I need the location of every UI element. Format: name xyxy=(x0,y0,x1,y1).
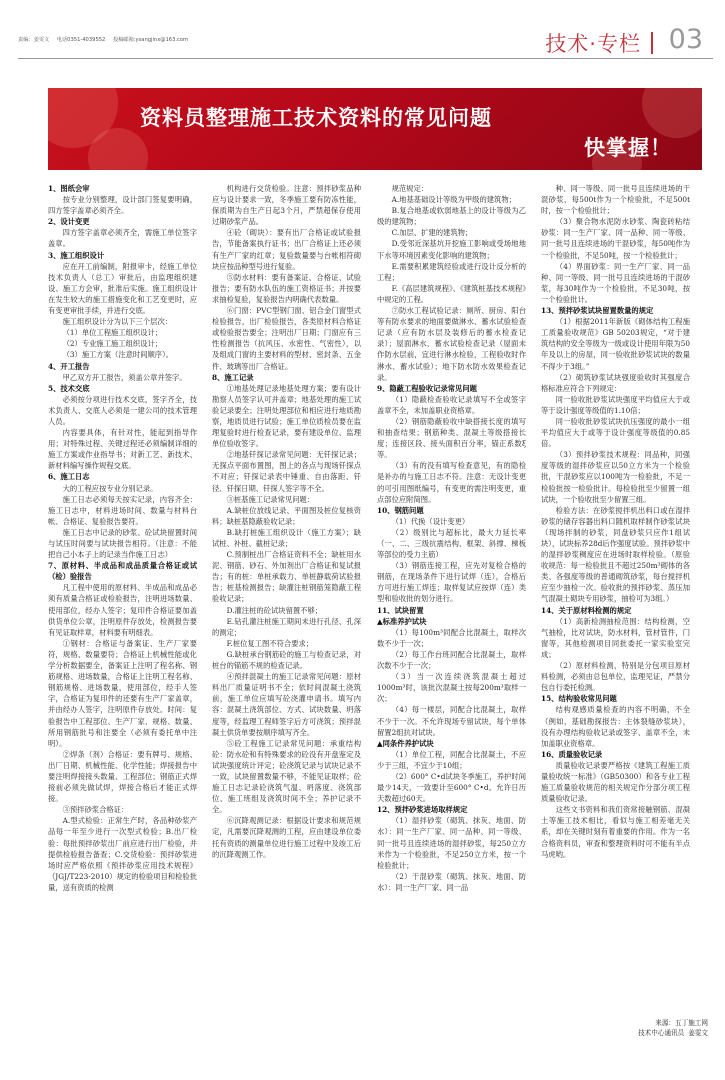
paragraph: ③预拌砂浆合格证： xyxy=(62,805,129,815)
section-heading: ▲同条件养护试块 xyxy=(377,738,434,748)
paragraph: 应在开工前编制，附报审卡，经施工单位技术负责人（总工）审批后，由监理组织建设、施工方会审，批准后实施。施工组织设计在发生较大的施工措施变化和工艺变更时，应有变更审批手续，并进行交底。 xyxy=(48,261,197,316)
section-heading: 11、试块留置 xyxy=(377,605,424,615)
section-heading: 13、预拌砂浆试块留置数量的规定 xyxy=(541,306,654,316)
source-line: 来源：五丁施工网 xyxy=(655,1019,708,1027)
email-label: 投稿邮箱:ysangjinx@163.com xyxy=(113,37,189,43)
section-heading: 10、钢筋问题 xyxy=(377,505,424,515)
paragraph: D.受邻近深基坑开挖施工影响或受场地地下水等环境因素变化影响的建筑物； xyxy=(377,239,526,260)
section-title: 技术·专栏 xyxy=(545,32,641,56)
paragraph: ②焊条（剂）合格证：要有牌号、规格、出厂日期、机械性能、化学性能；焊接报告中要注明焊接接头数量、工程部位；钢筋正式焊接前必须先做试焊，焊接合格后才能正式焊接。 xyxy=(48,749,197,804)
paragraph: ⑥沉降观测记录：根据设计要求和规范规定，凡需要沉降观测的工程，应由建设单位委托有资质的测量单位进行施工过程中及竣工后的沉降观测工作。 xyxy=(212,816,361,859)
paragraph: （1）单位工程，同配合比混凝土，不应少于三组，不宜少于10组； xyxy=(377,749,526,770)
paragraph: ⑥门窗：PVC型钢门窗、铝合金门窗型式检验报告，出厂检验报告，各类原材料合格证或检验报告要全；注明出厂日期；门窗应有三性检测报告（抗风压、水密性、气密性），以及组成门窗的主要材料的型材、密封条、五金件、玻璃等出厂合格证。 xyxy=(212,306,361,371)
section-heading: 8、施工记录 xyxy=(212,372,254,382)
header-meta xyxy=(18,36,194,43)
paragraph: 施工组织设计分为以下三个层次： xyxy=(62,317,173,327)
section-heading: 16、质量验收记录 xyxy=(541,749,603,759)
section-heading: 4、开工报告 xyxy=(48,361,90,371)
banner-title: 资料员整理施工技术资料的常见问题 xyxy=(140,106,492,130)
paragraph: （1）代换（设计变更） xyxy=(391,516,470,526)
section-heading: 6、施工日志 xyxy=(48,472,90,482)
paragraph: （2）级别比与超标比，最大力延长率（一、二、三级抗震结构、框架、斜撑、梯板等部位的受力主筋） xyxy=(377,527,526,560)
banner-subtitle: 快掌握！ xyxy=(584,136,672,160)
paragraph: （2）干混砂浆（砌筑、抹灰、地面、防水）：同一生产厂家、同一品 xyxy=(377,871,526,892)
paragraph: 结构观感质量检查的内容不明确，不全（例如，基础勘探报告：主体裂缝砂浆块），没有办理结构验收记录或签字、盖章不全，未加盖职业资格章。 xyxy=(541,705,690,748)
section-heading: 2、设计变更 xyxy=(48,217,90,227)
paragraph: D.灌注桩的砼试块留置不够； xyxy=(226,605,323,615)
paragraph: （1）单位工程施工组织设计； xyxy=(62,328,163,338)
section-heading: 1、图纸会审 xyxy=(48,184,90,193)
paragraph: （2）专业施工施工组织设计； xyxy=(62,339,163,349)
paragraph: （2）钢筋隐蔽验收中缺搭接长度的填写和抽查结果；钢筋种类、混凝土等级搭接长度；连接区段、接头面积百分率，锚正系数ξ等。 xyxy=(377,416,526,460)
paragraph: （3）钢筋连接工程，应先对复检合格的钢筋，在现场条件下进行试焊（连），合格后方可进行施工焊连；取样复试应按焊（连）类型和验收批的划分进行。 xyxy=(377,561,526,604)
paragraph: ②地基钎探记录常见问题：无钎探记录；无探点平面布置图，图上的各点与现场钎探点不对应；钎探记录表中锤重、自由落距、钎径、钎探日期、钎探人签字等不全。 xyxy=(212,450,361,493)
section-heading: 5、技术交底 xyxy=(48,383,90,393)
paragraph: （3）预拌砂浆技术规程：同品种，同强度等级的湿拌砂浆应以50立方米为一个检验批，干混砂浆应以100吨为一检验批，不足一检验批按一检验批计。每检验批至少留置一组试块，一个验收批至少留置三组。 xyxy=(541,450,690,504)
section-heading: 7、原材料、半成品和成品质量合格证或试（检）验报告 xyxy=(48,561,197,582)
page-header xyxy=(18,24,713,56)
paragraph: （3）聚合物水泥防水砂浆、陶瓷砖粘结砂浆：同一生产厂家、同一品种、同一等级、同一批号且连续进场的干混砂浆，每50吨作为一个检验批，不足50吨，按一个检验批计； xyxy=(541,217,690,260)
paragraph: A.型式检验：正常生产时，各品种砂浆产品每一年至少进行一次型式检验；B.出厂检验：每批预拌砂浆出厂前应进行出厂检验，并提供检验报告备查；C.交货检验：预拌砂浆进场时应严格依照《预拌砂浆应用技术规程》（JGJ/T223-2010）规定的检验项目和检验批量，送有资质的检测 xyxy=(48,816,197,892)
article-column-1 xyxy=(48,183,197,1063)
paragraph: 施工日志中记录的砂浆、砼试块留置时间与试压时间要与试块报告相符。（注意：不能把自己小本子上的记录当作施工日志） xyxy=(48,527,197,560)
paragraph: （3）施工方案（注意时间顺序）。 xyxy=(62,350,174,360)
section-heading: 14、关于原材料检测的规定 xyxy=(541,605,632,615)
paragraph: 必须按分项进行技术交底，签字齐全，技术负责人、交底人必须是一建公司的技术管理人员。 xyxy=(48,394,197,426)
article-column-2 xyxy=(212,183,361,1063)
paragraph: ⑦防水工程试验记录：厕所、厨房、阳台等有防水要求的地面要做淋水、蓄水试验检查记录（应有防水层及装修后的蓄水检查记录）；屋面淋水、蓄水试验检查记录（屋面未作防水层前，宜进行淋水检验，工程验收时作淋水、蓄水试验）；地下防水防水效果检查记录。 xyxy=(377,306,526,382)
paragraph: 同一验收批砂浆试块强度平均值应大于或等于设计强度等级值的1.10倍； xyxy=(541,394,690,415)
paragraph: ①地基处理记录地基处理方案；要有设计勘察人员签字认可并盖章；地基处理的施工试验记录要全；注明处理部位和相应进行地质勘察，地质员进行试验；施工单位质检员要在监理复验时进行检查记录，要有建设单位、监理单位验收签字。 xyxy=(212,383,361,449)
paragraph: （1）根据2011年新版《砌体结构工程施工质量验收规范》GB 50203规定，“对于建筑结构的安全等级为一级或设计使用年限为50年及以上的房屋，同一验收批砂浆试块的数量不得少于3组。” xyxy=(541,317,690,371)
paragraph: ⑤砼工程施工记录常见问题：承重结构砼：防水砼和有特殊要求的砼没有开盘鉴定及试块强度统计评定；砼浇筑记录与试块记录不一致，试块留置数量不够，不能见证取样；砼施工日志记录砼浇筑气温、坍落度、浇筑部位、施工班组及浇筑时间不全；养护记录不全。 xyxy=(212,738,361,815)
paragraph: 凡工程中使用的原材料、半成品和成品必须有质量合格证或检验报告，注明进场数量、使用部位，经办人签字；复印件合格证要加盖供货单位公章，注明原件存放处，检测报告要有见证取样章，材料要有明细表。 xyxy=(48,583,197,637)
section-heading: 9、隐蔽工程验收记录常见问题 xyxy=(377,383,477,393)
banner-ornament xyxy=(642,88,702,138)
paragraph: 施工日志必须每天按实记录，内容齐全：施工日志中，材料进场时间、数量与材料台帐、合格证、复验报告要符。 xyxy=(48,494,197,526)
paragraph: （1）高新检测抽检范围：结构检测，空气抽检，比对试块，防水材料，管材管件，门窗等，其他检测项目同批委托一家实验室完成； xyxy=(541,616,690,659)
paragraph: 这些文书资料和我们资常接触钢筋、混凝土等施工技术相比，看似与施工相差毫无关系，却在关键时刻有着重要的作用。作为一名合格资料员，审查和整理资料时可不能有半点马虎哟。 xyxy=(541,805,690,859)
paragraph: 检验方法：在砂浆搅拌机出料口或在湿拌砂浆的储存容器出料口随机取样制作砂浆试块（现场拌制的砂浆，同盘砂浆只应作1组试块），试块标养28d后作强度试验。预拌砂浆中的湿拌砂浆稠度应在进场时取样检验。（原验收规范：每一检验批且不超过250m³砌体的各类、各强度等级的普通砌筑砂浆，每台搅拌机应至少抽检一次。验收批的预拌砂浆、蒸压加气混凝土砌块专用砂浆，抽检可为3组。） xyxy=(541,505,690,604)
phone-label: 电话0351-4039552 xyxy=(56,37,106,43)
article-signature xyxy=(600,1018,708,1038)
paragraph: F.桩位复工图不符合要求； xyxy=(226,638,314,648)
paragraph: （2）600° C•d试块冬季施工，养护时间最少14天，一致要计至600° C•d。允许日历天数超过60天。 xyxy=(377,771,526,804)
paragraph: 大的工程应按专业分别记录。 xyxy=(62,483,158,493)
section-heading: 12、预拌砂浆进场取样规定 xyxy=(377,805,468,815)
paragraph: 内容要具体，有针对性，能起到指导作用；对特殊过程、关键过程还必须编制详细的施工方案或作业指导书；对新工艺、新技术、新材料编写操作规程交底。 xyxy=(48,428,197,471)
paragraph: ④砼（砌块）：要有出厂合格证或试验报告，节能备案执行证书；出厂合格证上还必须有生产厂家的红章；复验数量要与台帐相符砌块应按品种型号进行复验。 xyxy=(212,228,361,271)
paragraph: 规范规定： xyxy=(391,184,429,193)
paragraph: B.复合地基或软弱地基上的设计等级为乙级的建筑物； xyxy=(377,206,526,227)
paragraph: C.加层、扩建的建筑物； xyxy=(391,228,473,238)
title-banner xyxy=(48,88,702,170)
paragraph: ⑤防水材料：要有备案证、合格证、试验报告；要有防水队伍的施工资格证书；并按要求抽检复验，复验报告内明确代表数量。 xyxy=(212,272,361,304)
paragraph: ④预拌混凝土的施工记录常见问题：原材料出厂质量证明书不全；依时间混凝土浇筑前，施工单位应填写砼浇灌申请书。填写内容：混凝土浇筑部位、方式、试块数量、坍落度等，经监理工程师签字后方可浇筑；预拌混凝土供货单要按顺序填写齐全。 xyxy=(212,672,361,737)
paragraph: （2）原材料检测，特别是分包项目原材料检测，必须由总包单位，监理见证，严禁分包自行委托检测。 xyxy=(541,661,690,693)
header-rule xyxy=(18,58,713,59)
paragraph: （4）界面砂浆：同一生产厂家、同一品种、同一等级、同一批号且连续进场的干混砂浆，每30吨作为一个检验批，不足30吨，按一个检验批计。 xyxy=(541,261,690,304)
page-number: 03 xyxy=(668,24,703,55)
paragraph: A.缺桩位放线记录、平面图及桩位复核资料；缺桩基隐蔽验收记录； xyxy=(212,505,361,526)
paragraph: （3）当一次连续浇筑混凝土超过1000m³时，该批次混凝土按每200m³取样一次； xyxy=(377,672,526,704)
paragraph: 同一验收批砂浆试块抗压强度的最小一组平均值应大于或等于设计强度等级值的0.85倍。 xyxy=(541,416,690,449)
section-heading: ▲标准养护试块 xyxy=(377,616,427,626)
paragraph: 机构进行交货检验。注意：预拌砂浆品种应与设计要求一致，冬季施工要有防冻性能，保质期为自生产日起3个月，严禁超保存使用过期砂浆产品。 xyxy=(212,184,361,227)
paragraph: A.地基基础设计等级为甲级的建筑物； xyxy=(391,195,516,205)
paragraph: （1）隐蔽检查验收记录填写不全或签字盖章不全，未加盖职业资格章。 xyxy=(377,394,526,415)
paragraph: E.需要积累建筑经验或进行设计反分析的工程； xyxy=(377,261,526,282)
paragraph: （1）每100m³同配合比混凝土，取样次数不少于一次； xyxy=(377,627,526,648)
paragraph: 种、同一等级、同一批号且连续进场的干混砂浆，每500t作为一个检验批，不足500t时，按一个检验批计； xyxy=(541,184,690,216)
paragraph: 质量验收记录要严格按《建筑工程施工质量验收统一标准》（GB50300）和各专业工程施工质量验收规范的相关规定作分部分项工程质量验收记录。 xyxy=(541,760,690,804)
paragraph: E.钻孔灌注桩施工期间未进行孔径、孔深的测定； xyxy=(212,616,361,637)
paragraph: 四方签字盖章必须齐全，需施工单位签字盖章。 xyxy=(48,228,197,249)
paragraph: G.缺桩承台钢筋砼的施工与检查记录，对桩台的锚筋不规的检查记录。 xyxy=(212,649,361,671)
paragraph: C.预制桩出厂合格证资料不全；缺桩用水泥、钢筋、砂石、外加剂出厂合格证和复试报告；有的桩：单桩承载力、单桩静载荷试验报告；桩基检测报告；缺灌注桩钢筋笼隐蔽工程验收记录； xyxy=(212,550,361,604)
section-heading: 3、施工组织设计 xyxy=(48,250,105,260)
paragraph: ③桩基施工记录常见问题： xyxy=(226,494,315,504)
paragraph: （2）每工作台班同配合比混凝土，取样次数不少于一次； xyxy=(377,649,526,671)
paragraph: F.《高层建筑规程》、《建筑桩基技术规程》中规定的工程。 xyxy=(377,283,526,304)
paragraph: （1）湿拌砂浆（砌筑、抹灰、地面、防水）：同一生产厂家、同一品种、同一等级、同一批号且连续进场的湿拌砂浆，每250立方米作为一个检验批，不足250立方米，按一个检验批计； xyxy=(377,816,526,870)
paragraph: （4）每一楼层，同配合比混凝土，取样不少于一次。不允许现场专留试块，每个单体留置2组抗对试块。 xyxy=(377,705,526,737)
article-column-3 xyxy=(377,183,526,1063)
section-heading: 15、结构验收常见问题 xyxy=(541,694,617,704)
author-line: 技术中心通讯员 姜雯文 xyxy=(638,1029,708,1037)
article-column-4 xyxy=(541,183,690,1011)
paragraph: ①钢材：合格证与备案证、生产厂家要符，规格、数量要符；合格证上机械性能或化学分析数据要全，备案证上注明了程名称、钢筋规格、进场数量，合格证上注明工程名称、钢筋规格、进场数量，使用部位，经手人签字，合格证为复印件的还要有生产厂家盖章，并由经办人签字，注明原件存放处。时间：复验报告中工程部位、生产厂家、规格、数量、所用钢筋批号和注要全（必须有委托单中注明）。 xyxy=(48,638,197,748)
paragraph: 按专业分别整理，设计部门签复要明确，四方签字盖章必须齐全。 xyxy=(48,195,197,216)
header-divider xyxy=(651,32,653,54)
paragraph: 甲乙双方开工报告，须盖公章并签字。 xyxy=(62,372,187,382)
paragraph: （3）有的没有填写检查意见，有的隐检是补办的与施工日志不符。注意：无设计变更的可引用图纸编号，有变更的需注明变更，重点部位应附简图。 xyxy=(377,461,526,504)
paragraph: （2）砌筑砂浆试块强度验收时其强度合格标准应符合下列规定： xyxy=(541,372,690,393)
paragraph: B.缺打桩施工组织设计（施工方案）；缺试桩、补桩、截桩记录； xyxy=(212,527,361,548)
editor-label: 责编：姜雯文 xyxy=(18,37,50,43)
